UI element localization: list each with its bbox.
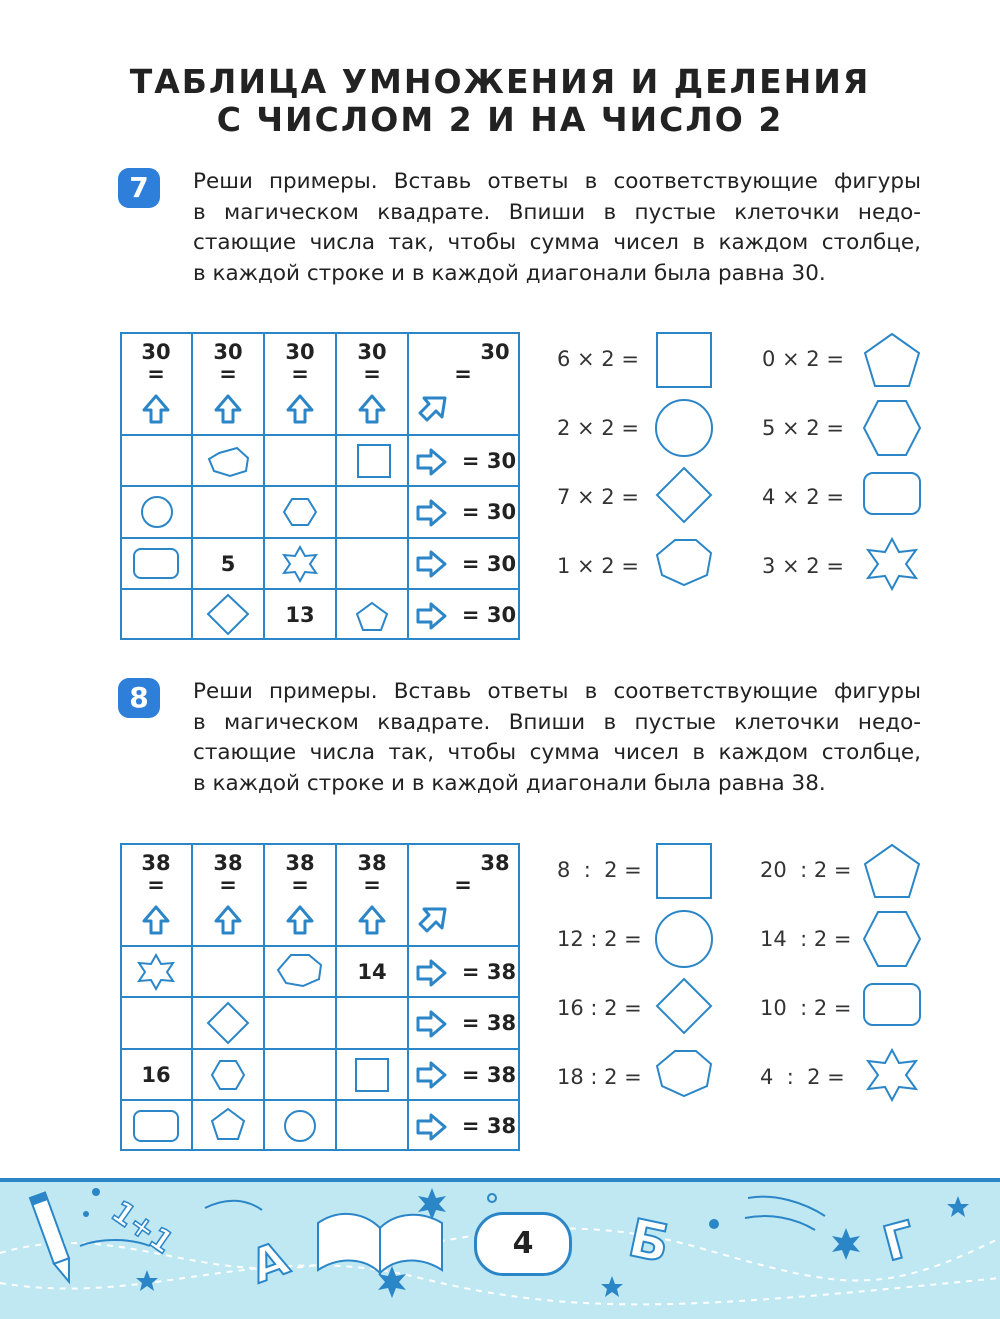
magic-square-7 [120, 332, 520, 642]
header-sum-diagonal: 30 [480, 340, 510, 364]
diamond-icon [657, 468, 711, 522]
circle-icon [285, 1111, 315, 1141]
example: 2 × 2 = [557, 416, 639, 440]
letter-a: А [243, 1230, 296, 1294]
diagonal-equals: = [454, 873, 472, 897]
rounded-rect-icon [134, 1111, 178, 1141]
circle-icon [656, 911, 712, 967]
header-sum: 30 = [213, 340, 243, 386]
row-sum: = 38 [461, 960, 517, 984]
page-title-line2: С ЧИСЛОМ 2 И НА ЧИСЛО 2 [216, 100, 784, 139]
square-icon [358, 445, 390, 477]
task-text-line: стающие числа так, чтобы сумма чисел в каждом столбце, [193, 230, 921, 255]
hexagon-icon [284, 499, 316, 525]
example: 12 : 2 = [557, 927, 642, 951]
star-icon [139, 955, 173, 989]
row-sum: = 38 [461, 1063, 517, 1087]
diamond-icon [208, 1003, 248, 1043]
square-icon [657, 333, 711, 387]
example: 20 : 2 = [760, 858, 852, 882]
example: 8 : 2 = [557, 858, 642, 882]
task-text-line: в магическом квадрате. Впиши в пустые клеточки недо- [193, 199, 921, 225]
example: 14 : 2 = [760, 927, 852, 951]
task-number-badge: 8 [118, 678, 160, 718]
heptagon-icon [278, 955, 321, 986]
rounded-rect-icon [864, 984, 920, 1025]
header-sum-diagonal: 38 [480, 851, 510, 875]
header-sum: 30 = [285, 340, 315, 386]
example: 3 × 2 = [762, 554, 844, 578]
answer-shapes-8 [640, 836, 930, 1106]
letter-b: Б [623, 1208, 675, 1276]
task-number-badge: 7 [118, 168, 160, 208]
star-icon [868, 1050, 916, 1100]
pentagon-icon [865, 334, 919, 386]
heptagon-icon [209, 448, 248, 476]
row-sum: = 30 [461, 500, 517, 524]
example: 16 : 2 = [557, 996, 642, 1020]
example: 7 × 2 = [557, 485, 639, 509]
pentagon-icon [357, 603, 387, 630]
row-sum: = 30 [461, 449, 517, 473]
task-text-line: в каждой строке и в каждой диагонали была равна 38. [193, 770, 826, 796]
hexagon-icon [212, 1061, 244, 1089]
cell-value: 5 [220, 552, 236, 576]
header-sum: 38 = [141, 851, 171, 897]
row-sum: = 30 [461, 552, 517, 576]
example: 4 × 2 = [762, 485, 844, 509]
heptagon-icon [657, 540, 711, 585]
header-sum: 30 = [141, 340, 171, 386]
diamond-icon [208, 595, 248, 634]
task-text-line: в каждой строке и в каждой диагонали была равна 30. [193, 260, 826, 286]
diagonal-arrow-icon [420, 398, 445, 420]
row-sum: = 38 [461, 1011, 517, 1035]
diagonal-arrow-icon [420, 909, 445, 931]
row-sum: = 38 [461, 1114, 517, 1138]
task-text-line: в магическом квадрате. Впиши в пустые клеточки недо- [193, 709, 921, 735]
example: 5 × 2 = [762, 416, 844, 440]
example: 10 : 2 = [760, 996, 852, 1020]
task-7-text [193, 167, 921, 289]
letter-g: Г [877, 1210, 922, 1273]
task-text-line: Реши примеры. Вставь ответы в соответствующие фигуры [193, 679, 921, 704]
row-sum: = 30 [461, 603, 517, 627]
example: 4 : 2 = [760, 1065, 845, 1089]
square-icon [657, 844, 711, 898]
page-number: 4 [474, 1212, 572, 1276]
cell-value: 13 [285, 603, 315, 627]
answer-shapes-7 [640, 325, 930, 595]
task-text-line: Реши примеры. Вставь ответы в соответствующие фигуры [193, 169, 921, 194]
example: 1 × 2 = [557, 554, 639, 578]
cell-value: 14 [357, 960, 387, 984]
square-icon [356, 1059, 388, 1091]
star-icon [284, 547, 316, 581]
pentagon-icon [865, 845, 919, 897]
magic-square-8 [120, 843, 520, 1153]
page-title-line1: ТАБЛИЦА УМНОЖЕНИЯ И ДЕЛЕНИЯ [129, 62, 871, 101]
cell-value: 16 [141, 1063, 171, 1087]
pentagon-icon [212, 1109, 244, 1139]
header-sum: 38 = [357, 851, 387, 897]
math-symbols-icon: 1+1 [104, 1194, 180, 1262]
example: 6 × 2 = [557, 347, 639, 371]
hexagon-icon [864, 401, 920, 455]
example: 0 × 2 = [762, 347, 844, 371]
rounded-rect-icon [134, 549, 178, 578]
star-icon [868, 539, 916, 589]
example: 18 : 2 = [557, 1065, 642, 1089]
hexagon-icon [864, 912, 920, 966]
rounded-rect-icon [864, 473, 920, 514]
diagonal-equals: = [454, 362, 472, 386]
header-sum: 38 = [213, 851, 243, 897]
task-8-text [193, 677, 921, 799]
heptagon-icon [657, 1051, 711, 1096]
diamond-icon [657, 979, 711, 1033]
circle-icon [142, 497, 172, 527]
header-sum: 38 = [285, 851, 315, 897]
task-text-line: стающие числа так, чтобы сумма чисел в каждом столбце, [193, 740, 921, 765]
header-sum: 30 = [357, 340, 387, 386]
circle-icon [656, 400, 712, 456]
